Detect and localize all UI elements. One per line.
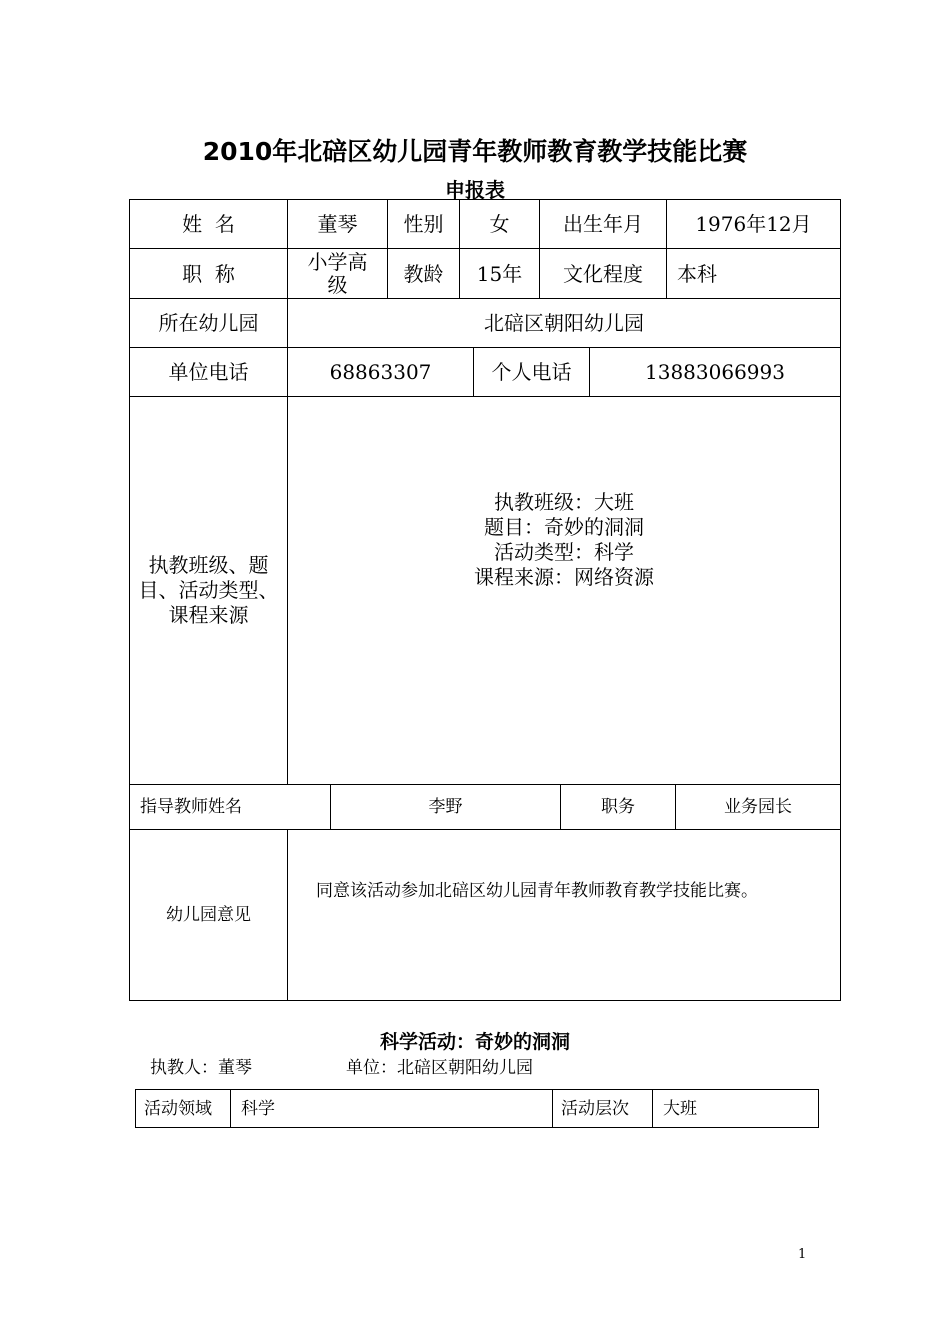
page-title: 2010年北碚区幼儿园青年教师教育教学技能比赛	[202, 137, 748, 166]
class-info-lines	[474, 490, 654, 590]
class-info-line: 执教班级：大班	[494, 490, 634, 514]
level-value: 大班	[652, 1089, 819, 1128]
class-info-label-text: 执教班级、题目、活动类型、课程来源	[138, 553, 279, 627]
page-subtitle: 申报表	[445, 178, 505, 202]
teaching-years-value: 15年	[459, 248, 540, 299]
opinion-box	[287, 829, 841, 1001]
education-label: 文化程度	[539, 248, 667, 299]
gender-label: 性别	[387, 199, 460, 249]
domain-value: 科学	[230, 1089, 553, 1128]
level-label: 活动层次	[552, 1089, 653, 1128]
personal-phone-label: 个人电话	[473, 347, 590, 397]
position-label: 职务	[560, 784, 676, 830]
page-number: 1	[798, 1247, 807, 1262]
class-info-label	[129, 396, 288, 785]
gender-value: 女	[459, 199, 540, 249]
name-label: 姓 名	[129, 199, 288, 249]
kindergarten-value: 北碚区朝阳幼儿园	[287, 298, 841, 348]
class-info-line: 题目：奇妙的洞洞	[484, 515, 644, 539]
birth-value: 1976年12月	[666, 199, 841, 249]
mentor-label: 指导教师姓名	[129, 784, 331, 830]
title-label: 职 称	[129, 248, 288, 299]
unit-phone-label: 单位电话	[129, 347, 288, 397]
title-value-text: 小学高级	[307, 249, 368, 297]
kindergarten-label: 所在幼儿园	[129, 298, 288, 348]
domain-label: 活动领域	[135, 1089, 231, 1128]
title-value	[287, 248, 388, 299]
class-info-line: 活动类型：科学	[494, 540, 634, 564]
personal-phone-value: 13883066993	[589, 347, 841, 397]
activity-title: 科学活动：奇妙的洞洞	[379, 1031, 570, 1053]
activity-unit: 单位：北碚区朝阳幼儿园	[346, 1058, 533, 1078]
opinion-text: 同意该活动参加北碚区幼儿园青年教师教育教学技能比赛。	[316, 881, 758, 901]
teaching-years-label: 教龄	[387, 248, 460, 299]
birth-label: 出生年月	[539, 199, 667, 249]
unit-phone-value: 68863307	[287, 347, 474, 397]
education-value: 本科	[666, 248, 841, 299]
opinion-label: 幼儿园意见	[129, 829, 288, 1001]
activity-teacher: 执教人：董琴	[150, 1058, 252, 1078]
class-info-line: 课程来源：网络资源	[474, 565, 654, 589]
class-info-content	[287, 396, 841, 785]
position-value: 业务园长	[675, 784, 841, 830]
mentor-value: 李野	[330, 784, 561, 830]
name-value: 董琴	[287, 199, 388, 249]
